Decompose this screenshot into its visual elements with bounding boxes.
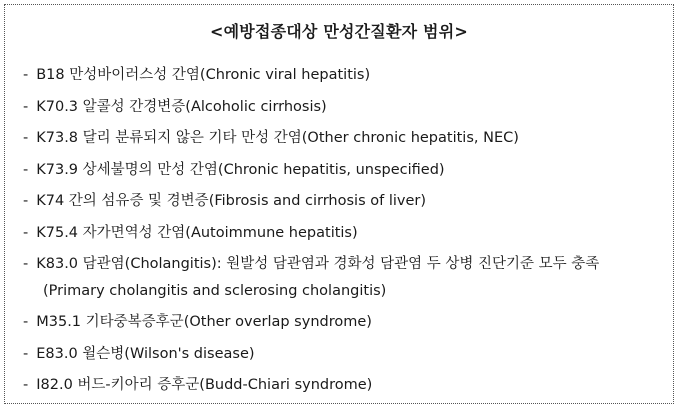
bullet: - xyxy=(23,193,29,209)
item-text: K75.4 자가면역성 간염(Autoimmune hepatitis) xyxy=(36,224,358,241)
item-text: B18 만성바이러스성 간염(Chronic viral hepatitis) xyxy=(36,67,371,83)
bullet: - xyxy=(23,130,29,146)
bullet: - xyxy=(23,98,29,115)
list-item xyxy=(23,339,663,371)
bullet: - xyxy=(23,345,29,362)
item-text: K83.0 담관염(Cholangitis): 원발성 담관염과 경화성 담관염 두 상병 진단기준 모두 충족 xyxy=(36,256,600,272)
item-text: K74 간의 섬유증 및 경변증(Fibrosis and cirrhosis of liver) xyxy=(36,193,427,209)
item-text: E83.0 윌슨병(Wilson's disease) xyxy=(36,345,255,362)
item-line xyxy=(23,251,663,278)
bullet: - xyxy=(23,224,29,241)
item-text: M35.1 기타중복증후군(Other overlap syndrome) xyxy=(36,314,372,330)
bullet: - xyxy=(23,256,29,272)
list-item xyxy=(23,60,663,92)
list-item xyxy=(23,155,663,187)
list-item xyxy=(23,186,663,218)
item-text: K70.3 알콜성 간경변증(Alcoholic cirrhosis) xyxy=(36,98,327,115)
list-item xyxy=(23,123,663,155)
content-box xyxy=(4,4,674,404)
bullet: - xyxy=(23,161,29,178)
bullet: - xyxy=(23,314,29,330)
bullet: - xyxy=(23,67,29,83)
item-list xyxy=(23,60,663,402)
list-item xyxy=(23,218,663,250)
list-item xyxy=(23,370,663,402)
list-item xyxy=(23,92,663,124)
item-continuation: (Primary cholangitis and sclerosing cholangitis) xyxy=(43,283,387,299)
page-title: <예방접종대상 만성간질환자 범위> xyxy=(210,22,468,41)
list-item xyxy=(23,307,663,339)
list-item xyxy=(23,249,663,307)
item-text: K73.9 상세불명의 만성 간염(Chronic hepatitis, unspecified) xyxy=(36,161,445,178)
bullet: - xyxy=(23,377,29,393)
item-text: K73.8 달리 분류되지 않은 기타 만성 간염(Other chronic hepatitis, NEC) xyxy=(36,130,519,146)
item-text: I82.0 버드-키아리 증후군(Budd-Chiari syndrome) xyxy=(36,377,373,393)
